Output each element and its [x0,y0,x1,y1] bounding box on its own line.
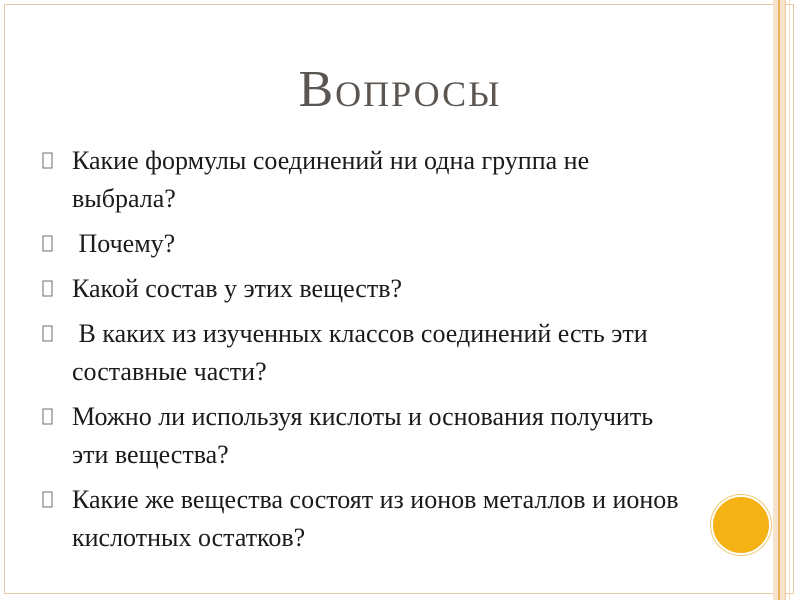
list-item [40,270,680,308]
decorative-line [785,0,786,600]
list-item-text: В каких из изученных классов соединений есть эти составные части? [72,319,655,386]
list-item-text: Какой состав у этих веществ? [72,274,403,303]
box-bullet-icon [42,408,54,426]
decorative-line [789,0,790,600]
list-item [40,315,680,391]
box-bullet-icon [42,152,54,170]
list-item-text: Какие же вещества состоят из ионов металлов и ионов кислотных остатков? [72,485,679,552]
list-item-text: Можно ли используя кислоты и основания получить эти вещества? [72,402,654,469]
list-item [40,398,680,474]
bullet-list [40,142,680,564]
slide-title: Вопросы [298,61,502,118]
list-item [40,142,680,218]
decorative-circle [711,495,771,555]
list-item-text: Почему? [72,229,176,258]
list-item [40,225,680,263]
box-bullet-icon [42,325,54,343]
list-item [40,481,680,557]
box-bullet-icon [42,280,54,298]
decorative-line [778,0,780,600]
list-item-text: Какие формулы соединений ни одна группа не выбрала? [72,146,590,213]
box-bullet-icon [42,491,54,509]
box-bullet-icon [42,235,54,253]
